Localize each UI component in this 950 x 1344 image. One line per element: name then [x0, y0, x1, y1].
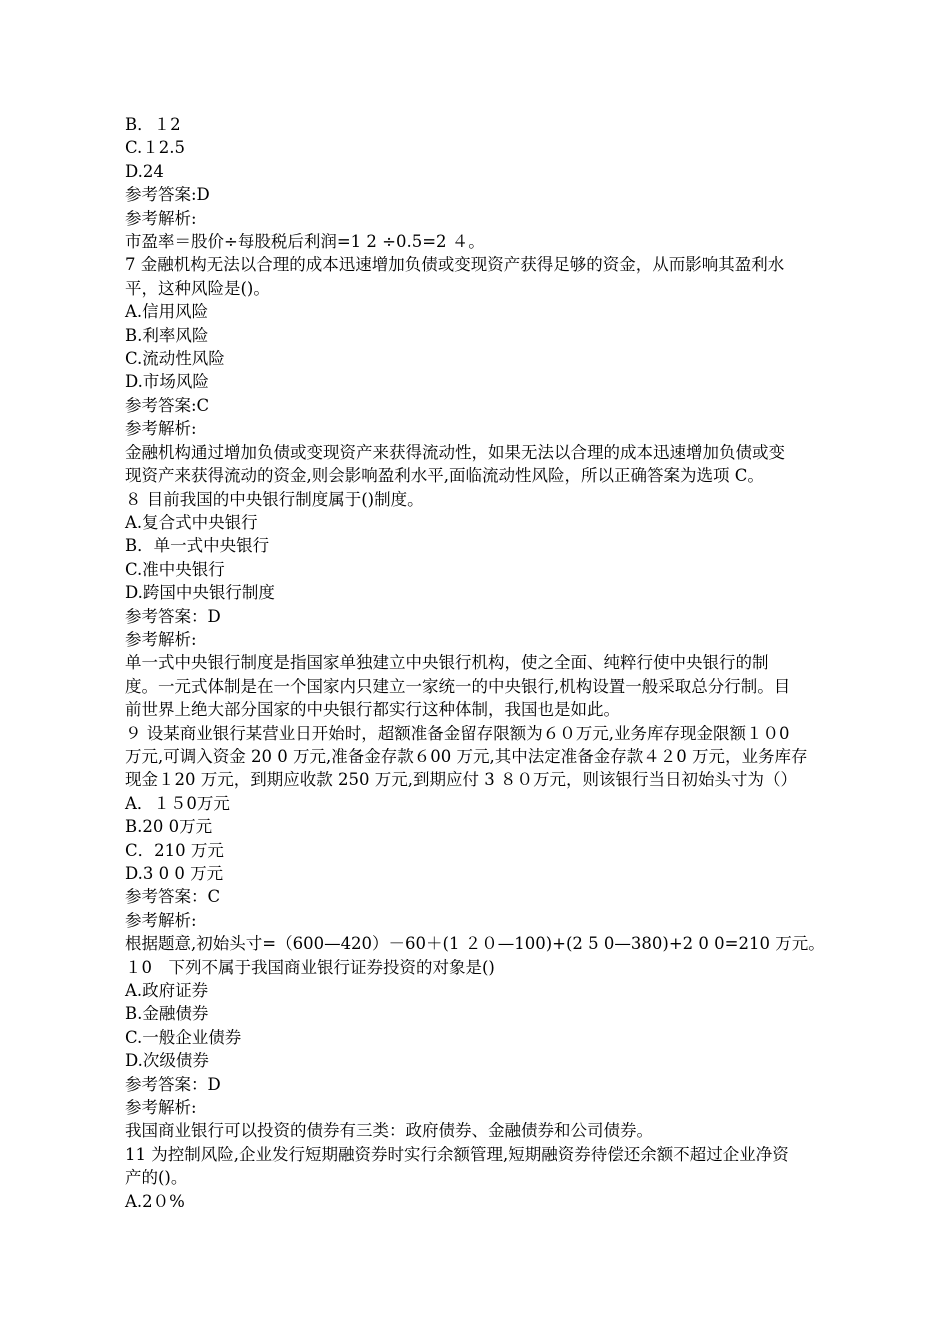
question-10-text: １0 下列不属于我国商业银行证券投资的对象是() — [125, 957, 495, 977]
option-a: A.复合式中央银行 — [125, 512, 258, 532]
option-d: D.跨国中央银行制度 — [125, 583, 275, 603]
option-a: A．１５0万元 — [125, 793, 230, 813]
analysis-label: 参考解析: — [125, 910, 197, 930]
option-a: A.2０% — [125, 1191, 185, 1211]
option-c: C.１2.5 — [125, 138, 186, 158]
option-d: D.3 0 0 万元 — [125, 864, 224, 883]
option-d: D.市场风险 — [125, 372, 209, 392]
question-9-text: ９ 设某商业银行某营业日开始时，超额准备金留存限额为６０万元,业务库存现金限额１０0 — [125, 723, 790, 743]
analysis-text-cont: 前世界上绝大部分国家的中央银行都实行这种体制，我国也是如此。 — [125, 700, 620, 720]
question-11-text: 11 为控制风险,企业发行短期融资券时实行余额管理,短期融资券待偿还余额不超过企业净资 — [125, 1144, 789, 1164]
option-b: B.20 0万元 — [125, 817, 213, 837]
question-8-text: ８ 目前我国的中央银行制度属于()制度。 — [125, 489, 424, 509]
analysis-text: 单一式中央银行制度是指国家单独建立中央银行机构，使之全面、纯粹行使中央银行的制 — [125, 653, 769, 673]
option-a: A.政府证券 — [125, 981, 209, 1001]
analysis-text: 市盈率＝股价÷每股税后利润=1 2 ÷0.5=2 ４。 — [125, 232, 485, 252]
question-9-text-cont: 现金１20 万元，到期应收款 250 万元,到期应付 3 ８０万元，则该银行当日初始头寸为（） — [125, 770, 797, 790]
analysis-label: 参考解析: — [125, 629, 197, 649]
answer-label: 参考答案：C — [125, 887, 221, 907]
question-9-text-cont: 万元,可调入资金 20 0 万元,准备金存款６00 万元,其中法定准备金存款４２0 万元，业务库存 — [125, 746, 808, 766]
option-a: A.信用风险 — [125, 302, 209, 322]
answer-label: 参考答案：D — [125, 606, 221, 626]
question-7-text: 7 金融机构无法以合理的成本迅速增加负债或变现资产获得足够的资金，从而影响其盈利水 — [125, 255, 785, 275]
analysis-label: 参考解析: — [125, 1098, 197, 1118]
analysis-text-cont: 现资产来获得流动的资金,则会影响盈利水平,面临流动性风险，所以正确答案为选项 C。 — [125, 466, 764, 486]
analysis-text-cont: 度。一元式体制是在一个国家内只建立一家统一的中央银行,机构设置一般采取总分行制。目 — [125, 676, 791, 696]
document-page — [125, 113, 845, 1213]
answer-label: 参考答案：D — [125, 1074, 221, 1094]
option-c: C.一般企业债券 — [125, 1027, 242, 1047]
answer-label: 参考答案:D — [125, 185, 210, 205]
option-c: C.准中央银行 — [125, 559, 225, 579]
option-d: D.24 — [125, 161, 164, 181]
option-b: B．１2 — [125, 115, 181, 134]
answer-label: 参考答案:C — [125, 395, 210, 415]
option-c: C.流动性风险 — [125, 349, 225, 369]
question-11-text-cont: 产的()。 — [125, 1168, 188, 1188]
question-7-text-cont: 平，这种风险是()。 — [125, 278, 270, 298]
analysis-text: 金融机构通过增加负债或变现资产来获得流动性，如果无法以合理的成本迅速增加负债或变 — [125, 442, 785, 462]
analysis-text: 根据题意,初始头寸=（600—420）－60＋(1 ２０—100)+(2 5 0—380)+2 0 0=210 万元。 — [125, 934, 825, 954]
analysis-text: 我国商业银行可以投资的债券有三类：政府债券、金融债券和公司债券。 — [125, 1121, 653, 1141]
option-d: D.次级债券 — [125, 1051, 209, 1071]
option-b: B．单一式中央银行 — [125, 536, 270, 556]
option-b: B.金融债券 — [125, 1004, 209, 1024]
option-b: B.利率风险 — [125, 325, 209, 345]
analysis-label: 参考解析: — [125, 419, 197, 439]
option-c: C．210 万元 — [125, 840, 224, 860]
analysis-label: 参考解析: — [125, 208, 197, 228]
